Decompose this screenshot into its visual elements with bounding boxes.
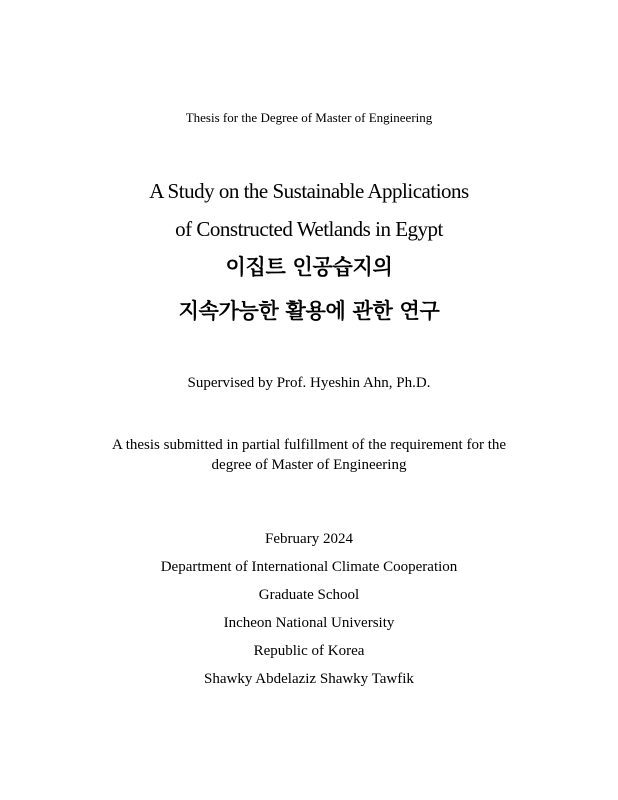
korean-title-line-2: 지속가능한 활용에 관한 연구 <box>178 299 440 323</box>
country-name: Republic of Korea <box>253 643 365 659</box>
english-title-line-1: A Study on the Sustainable Applications <box>149 179 469 203</box>
korean-title-line-1: 이집트 인공습지의 <box>225 255 393 279</box>
submission-statement-line-1: A thesis submitted in partial fulfillment of the requirement for the <box>111 437 507 453</box>
degree-statement: Thesis for the Degree of Master of Engineering <box>185 110 433 125</box>
university-name: Incheon National University <box>223 615 395 631</box>
department-name: Department of International Climate Cooperation <box>160 559 458 575</box>
submission-statement-line-2: degree of Master of Engineering <box>211 457 407 473</box>
supervisor-line: Supervised by Prof. Hyeshin Ahn, Ph.D. <box>187 375 431 391</box>
submission-date: February 2024 <box>265 531 353 547</box>
english-title-line-2: of Constructed Wetlands in Egypt <box>175 217 443 241</box>
school-name: Graduate School <box>258 587 360 603</box>
author-name: Shawky Abdelaziz Shawky Tawfik <box>204 671 414 687</box>
